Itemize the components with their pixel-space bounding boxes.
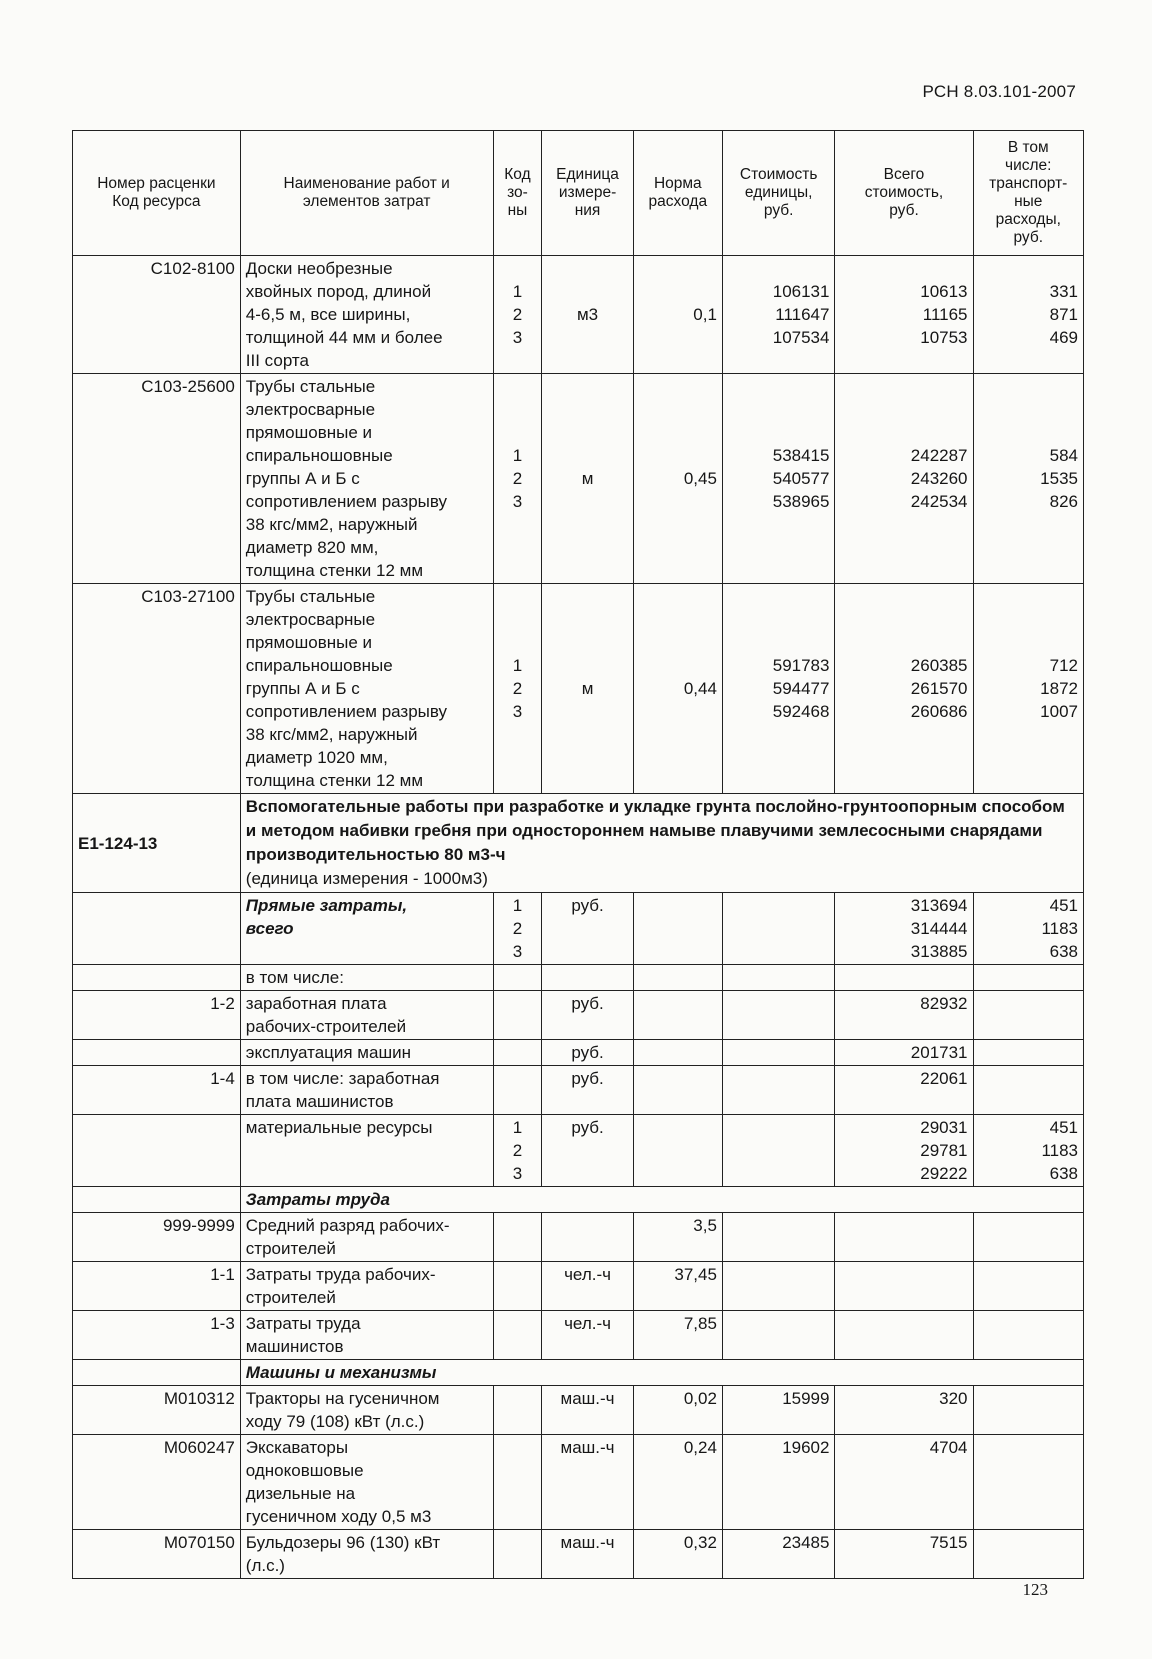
row-name: Трубы стальные электросварные прямошовные и спиральношовные группы А и Б с сопротивлением разрыву 38 кгс/мм2, наружный диаметр 1020 мм, толщина стенки 12 мм <box>240 584 493 794</box>
row-code: 1-1 <box>73 1262 241 1311</box>
row-unit: руб. <box>542 1040 633 1066</box>
row-total: 320 <box>835 1386 973 1435</box>
row-total: 22061 <box>835 1066 973 1115</box>
col-header-name: Наименование работ и элементов затрат <box>240 131 493 256</box>
section-title-cell <box>240 794 1083 893</box>
row-name: Затраты труда машинистов <box>240 1311 493 1360</box>
subheading-row <box>73 1360 1084 1386</box>
row-unit: руб. <box>542 1115 633 1187</box>
row-code: С102-8100 <box>73 256 241 374</box>
row-code <box>73 965 241 991</box>
row-name: в том числе: <box>240 965 493 991</box>
col-header-unit: Единица измере- ния <box>542 131 633 256</box>
row-total: 4704 <box>835 1435 973 1530</box>
rates-table <box>72 130 1084 1579</box>
row-total: 201731 <box>835 1040 973 1066</box>
row-unit: чел.-ч <box>542 1262 633 1311</box>
row-code <box>73 1040 241 1066</box>
row-unit-cost: 538415 540577 538965 <box>722 374 835 584</box>
row-name: в том числе: заработная плата машинистов <box>240 1066 493 1115</box>
row-code: 1-4 <box>73 1066 241 1115</box>
row-norm: 3,5 <box>633 1213 722 1262</box>
table-row <box>73 1115 1084 1187</box>
table-row <box>73 1040 1084 1066</box>
row-unit-cost <box>722 893 835 965</box>
col-header-total: Всего стоимость, руб. <box>835 131 973 256</box>
row-unit: м3 <box>542 256 633 374</box>
row-name: Прямые затраты, всего <box>240 893 493 965</box>
row-unit: м <box>542 374 633 584</box>
row-unit: маш.-ч <box>542 1435 633 1530</box>
row-name: Доски необрезные хвойных пород, длиной 4-6,5 м, все ширины, толщиной 44 мм и более III сорта <box>240 256 493 374</box>
row-code: М060247 <box>73 1435 241 1530</box>
table-row <box>73 1311 1084 1360</box>
row-code <box>73 1115 241 1187</box>
table-row <box>73 1262 1084 1311</box>
table-row <box>73 374 1084 584</box>
row-transport: 451 1183 638 <box>973 893 1083 965</box>
row-transport: 712 1872 1007 <box>973 584 1083 794</box>
row-total: 7515 <box>835 1530 973 1579</box>
section-title: Вспомогательные работы при разработке и укладке грунта послойно-грунтоопорным способом и методом набивки гребня при одностороннем намыве плавучими землесосными снарядами производительностью 80 м3-ч <box>245 797 1065 864</box>
row-norm: 0,44 <box>633 584 722 794</box>
row-name: Средний разряд рабочих- строителей <box>240 1213 493 1262</box>
row-norm: 0,02 <box>633 1386 722 1435</box>
row-unit: маш.-ч <box>542 1386 633 1435</box>
row-unit: м <box>542 584 633 794</box>
row-norm: 0,32 <box>633 1530 722 1579</box>
table-row <box>73 965 1084 991</box>
row-total: 260385 261570 260686 <box>835 584 973 794</box>
row-name: Бульдозеры 96 (130) кВт (л.с.) <box>240 1530 493 1579</box>
row-code: М070150 <box>73 1530 241 1579</box>
table-row <box>73 1066 1084 1115</box>
row-unit-cost: 19602 <box>722 1435 835 1530</box>
col-header-unit-cost: Стоимость единицы, руб. <box>722 131 835 256</box>
row-code <box>73 893 241 965</box>
row-code: 1-2 <box>73 991 241 1040</box>
row-name: Тракторы на гусеничном ходу 79 (108) кВт (л.с.) <box>240 1386 493 1435</box>
col-header-norm: Норма расхода <box>633 131 722 256</box>
table-row <box>73 1213 1084 1262</box>
row-zones: 1 2 3 <box>493 256 542 374</box>
row-zones: 1 2 3 <box>493 374 542 584</box>
section-row <box>73 794 1084 893</box>
machines-heading: Машины и механизмы <box>240 1360 1083 1386</box>
row-unit-cost: 15999 <box>722 1386 835 1435</box>
row-transport: 584 1535 826 <box>973 374 1083 584</box>
row-unit: маш.-ч <box>542 1530 633 1579</box>
row-unit-cost: 591783 594477 592468 <box>722 584 835 794</box>
labor-heading: Затраты труда <box>240 1187 1083 1213</box>
row-code: 999-9999 <box>73 1213 241 1262</box>
col-header-code: Номер расценки Код ресурса <box>73 131 241 256</box>
col-header-zone: Код зо- ны <box>493 131 542 256</box>
row-unit: руб. <box>542 991 633 1040</box>
table-row <box>73 256 1084 374</box>
row-unit-cost: 23485 <box>722 1530 835 1579</box>
row-code: С103-27100 <box>73 584 241 794</box>
row-norm: 0,45 <box>633 374 722 584</box>
row-total: 82932 <box>835 991 973 1040</box>
section-unit-note: (единица измерения - 1000м3) <box>245 869 488 888</box>
direct-costs-row <box>73 893 1084 965</box>
row-unit <box>542 1213 633 1262</box>
row-name: материальные ресурсы <box>240 1115 493 1187</box>
table-row <box>73 1530 1084 1579</box>
document-header: РСН 8.03.101-2007 <box>922 82 1076 101</box>
row-total: 242287 243260 242534 <box>835 374 973 584</box>
row-norm: 0,24 <box>633 1435 722 1530</box>
row-total: 10613 11165 10753 <box>835 256 973 374</box>
table-row <box>73 1386 1084 1435</box>
row-total: 29031 29781 29222 <box>835 1115 973 1187</box>
row-norm <box>633 893 722 965</box>
row-name: Трубы стальные электросварные прямошовные и спиральношовные группы А и Б с сопротивлением разрыву 38 кгс/мм2, наружный диаметр 820 мм, толщина стенки 12 мм <box>240 374 493 584</box>
row-zones: 1 2 3 <box>493 893 542 965</box>
subheading-row <box>73 1187 1084 1213</box>
row-norm: 0,1 <box>633 256 722 374</box>
row-code: М010312 <box>73 1386 241 1435</box>
row-norm: 7,85 <box>633 1311 722 1360</box>
row-unit: чел.-ч <box>542 1311 633 1360</box>
row-zones: 1 2 3 <box>493 584 542 794</box>
row-zones: 1 2 3 <box>493 1115 542 1187</box>
page-number: 123 <box>1022 1580 1048 1599</box>
row-code: С103-25600 <box>73 374 241 584</box>
table-row <box>73 584 1084 794</box>
table-row <box>73 991 1084 1040</box>
row-name: Затраты труда рабочих- строителей <box>240 1262 493 1311</box>
row-transport: 331 871 469 <box>973 256 1083 374</box>
row-unit-cost: 106131 111647 107534 <box>722 256 835 374</box>
row-code: 1-3 <box>73 1311 241 1360</box>
table-header-row <box>73 131 1084 256</box>
row-norm: 37,45 <box>633 1262 722 1311</box>
section-code: Е1-124-13 <box>73 794 241 893</box>
col-header-transport: В том числе: транспорт- ные расходы, руб. <box>973 131 1083 256</box>
row-name: Экскаваторы одноковшовые дизельные на гусеничном ходу 0,5 м3 <box>240 1435 493 1530</box>
row-name: эксплуатация машин <box>240 1040 493 1066</box>
row-transport: 451 1183 638 <box>973 1115 1083 1187</box>
row-unit: руб. <box>542 1066 633 1115</box>
row-name: заработная плата рабочих-строителей <box>240 991 493 1040</box>
row-total: 313694 314444 313885 <box>835 893 973 965</box>
row-unit: руб. <box>542 893 633 965</box>
table-row <box>73 1435 1084 1530</box>
